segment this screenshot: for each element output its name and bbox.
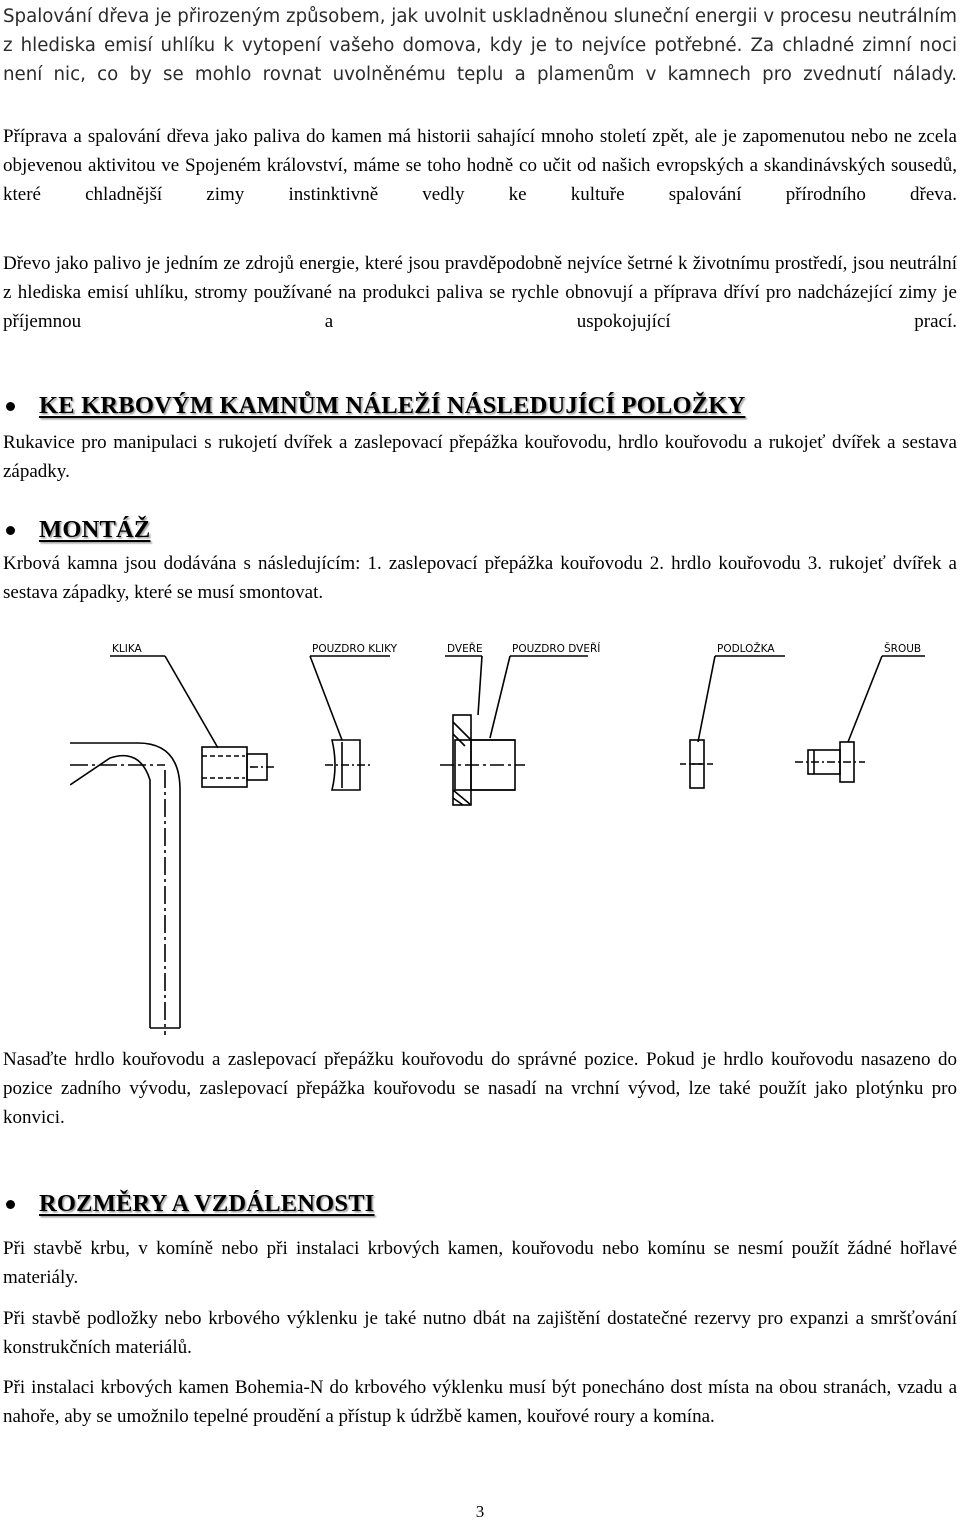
history-paragraph: Příprava a spalování dřeva jako paliva do kamen má historii sahající mnoho století zpět, ale je zapomenutou nebo ne zcela objevenou aktivitou ve Spojeném království, máme se toho hodně co učit od našich evropských a skandinávských sousedů, které chladnější zimy instinktivně vedly ke kultuře spalování přírodního dřeva. <box>3 126 957 205</box>
bullet-icon <box>6 526 15 535</box>
bullet-icon <box>6 1200 15 1209</box>
handle-label-line <box>110 656 218 748</box>
section-heading-items <box>3 389 745 423</box>
door-sleeve-label-line <box>490 656 588 738</box>
intro-paragraph: Spalování dřeva je přirozeným způsobem, jak uvolnit uskladněnou sluneční energii v procesu neutrálním z hlediska emisí uhlíku k vytopení vašeho domova, kdy je to nejvíce potřebné. Za chladné zimní noci není nic, co by se mohlo rovnat uvolněnému teplu a plamenům v kamnech pro zvednutí nálady. <box>3 6 957 85</box>
assembly-paragraph: Krbová kamna jsou dodávána s následujícím: 1. zaslepovací přepážka kouřovodu 2. hrdlo kouřovodu 3. rukojeť dvířek a sestava západky, které se musí smontovat. <box>3 553 957 603</box>
items-paragraph: Rukavice pro manipulaci s rukojetí dvířek a zaslepovací přepážka kouřovodu, hrdlo kouřovodu a rukojeť dvířek a sestava západky. <box>3 432 957 482</box>
heading-text: ROZMĚRY A VZDÁLENOSTI <box>39 1190 375 1217</box>
handle-part <box>70 743 275 1035</box>
door-handle-assembly-drawing <box>70 630 950 1045</box>
after-figure-paragraph: Nasaďte hrdlo kouřovodu a zaslepovací přepážku kouřovodu do správné pozice. Pokud je hrdlo kouřovodu nasazeno do pozice zadního vývodu, zaslepovací přepážka kouřovodu se nasadí na vrchní vývod, lze také použít jako plotýnku pro konvici. <box>3 1049 957 1128</box>
heading-text: MONTÁŽ <box>39 516 151 543</box>
page-number: 3 <box>475 1502 485 1521</box>
door-sleeve-part <box>440 715 525 805</box>
bullet-icon <box>6 402 15 411</box>
label-handle-sleeve: POUZDRO KLIKY <box>312 643 398 655</box>
label-door: DVEŘE <box>447 643 483 655</box>
heading-text: KE KRBOVÝM KAMNŮM NÁLEŽÍ NÁSLEDUJÍCÍ POLOŽKY <box>39 392 746 419</box>
washer-label-line <box>698 656 785 742</box>
handle-sleeve-part <box>325 740 370 790</box>
label-handle: KLIKA <box>112 643 142 655</box>
screw-label-line <box>848 656 925 742</box>
washer-part <box>680 740 715 788</box>
eco-paragraph: Dřevo jako palivo je jedním ze zdrojů energie, které jsou pravděpodobně nejvíce šetrné k životnímu prostředí, jsou neutrální z hlediska emisí uhlíku, stromy používané na produkci paliva se rychle obnovují a příprava dříví pro nadcházející zimy je příjemnou a uspokojující prací. <box>3 253 957 332</box>
door-label-line <box>445 656 482 715</box>
label-washer: PODLOŽKA <box>717 643 775 655</box>
dimensions-paragraph-2: Při stavbě podložky nebo krbového výklenku je také nutno dbát na zajištění dostatečné rezervy pro expanzi a smršťování konstrukčních materiálů. <box>3 1308 957 1358</box>
label-door-sleeve: POUZDRO DVEŘÍ <box>512 643 601 655</box>
dimensions-paragraph-3: Při instalaci krbových kamen Bohemia-N do krbového výklenku musí být ponecháno dost místa na obou stranách, vzadu a nahoře, aby se umožnilo tepelné proudění a přístup k údržbě kamen, kouřové roury a komína. <box>3 1377 957 1427</box>
screw-part <box>795 742 865 782</box>
dimensions-paragraph-1: Při stavbě krbu, v komíně nebo při instalaci krbových kamen, kouřovodu nebo komínu se nesmí použít žádné hořlavé materiály. <box>3 1238 957 1288</box>
label-screw: ŠROUB <box>884 643 922 655</box>
handle-sleeve-label-line <box>310 656 390 740</box>
section-heading-dimensions <box>3 1187 375 1221</box>
section-heading-assembly <box>3 513 150 547</box>
